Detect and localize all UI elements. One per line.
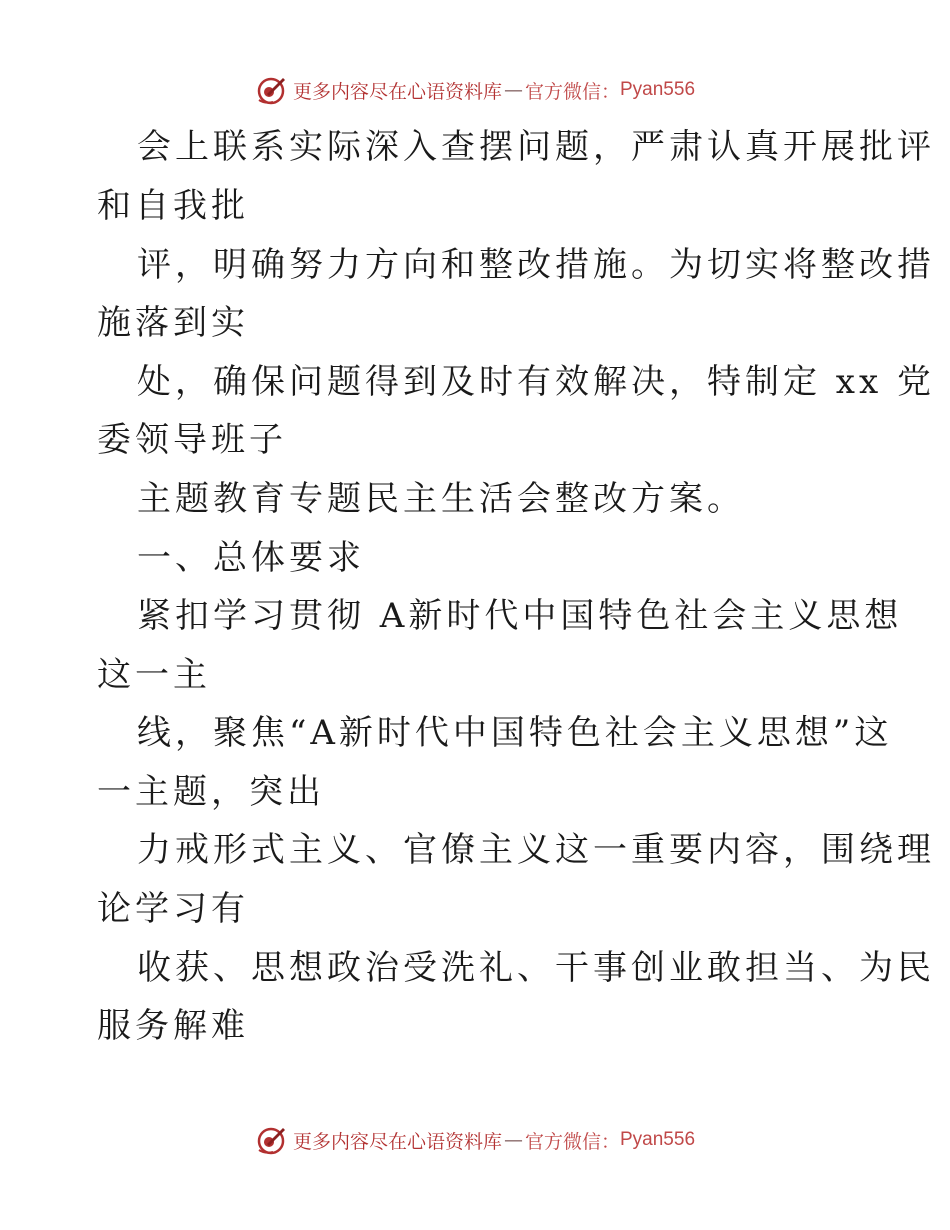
body-line: 收获、思想政治受洗礼、干事创业敢担当、为民 xyxy=(137,948,935,988)
footer-wechat-id: Pyan556 xyxy=(620,1129,696,1150)
body-line: 力戒形式主义、官僚主义这一重要内容，围绕理 xyxy=(137,830,935,870)
header-wechat-label: 官方微信： xyxy=(524,80,620,103)
body-line: 服务解难 xyxy=(97,1006,249,1046)
footer-banner xyxy=(0,1120,950,1160)
footer-banner-text: 更多内容尽在心语资料库 xyxy=(292,1130,502,1153)
body-line: 施落到实 xyxy=(97,303,249,343)
body-line: 委领导班子 xyxy=(97,420,287,460)
body-line: 和自我批 xyxy=(97,186,249,226)
body-line: 这一主 xyxy=(97,655,211,695)
section-heading: 一、总体要求 xyxy=(137,538,365,578)
body-line: 一主题，突出 xyxy=(97,772,325,812)
header-wechat-id: Pyan556 xyxy=(620,79,696,100)
header-banner-text: 更多内容尽在心语资料库 xyxy=(292,80,502,103)
header-separator: — xyxy=(503,79,523,101)
footer-wechat-label: 官方微信： xyxy=(524,1130,620,1153)
body-line: 主题教育专题民主生活会整改方案。 xyxy=(137,479,745,519)
body-line: 紧扣学习贯彻 A新时代中国特色社会主义思想 xyxy=(137,596,903,636)
body-line: 处，确保问题得到及时有效解决，特制定 xx 党 xyxy=(137,362,935,402)
body-line: 线，聚焦“A新时代中国特色社会主义思想”这 xyxy=(137,713,893,753)
pen-logo-icon xyxy=(255,1124,287,1156)
body-line: 评，明确努力方向和整改措施。为切实将整改措 xyxy=(137,245,935,285)
footer-separator: — xyxy=(503,1129,523,1151)
body-line: 会上联系实际深入查摆问题，严肃认真开展批评 xyxy=(137,127,935,167)
body-line: 论学习有 xyxy=(97,889,249,929)
